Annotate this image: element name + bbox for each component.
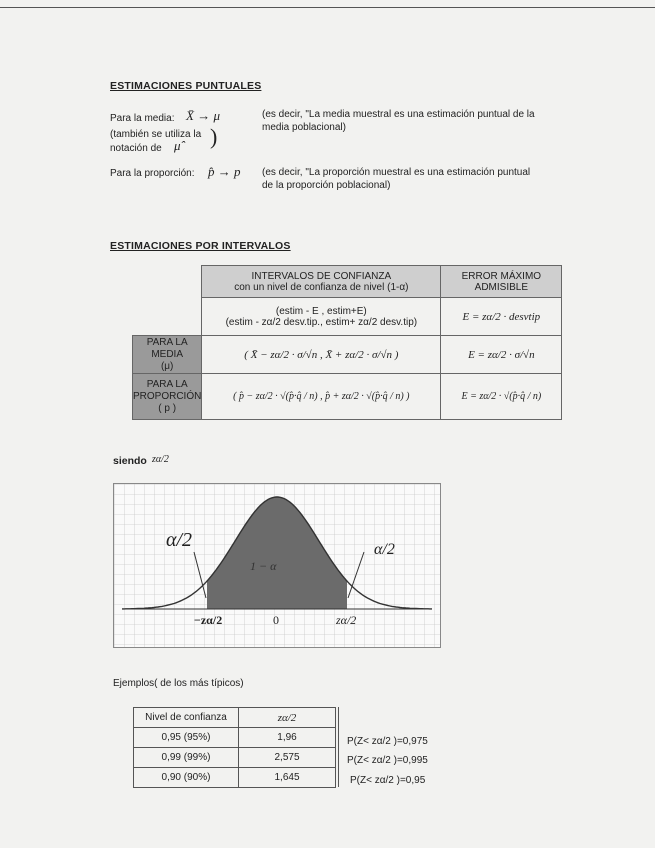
- examples-table: [133, 707, 336, 788]
- media-note-symbol: μ̂: [174, 138, 181, 153]
- prop-formula: p̂ → p: [208, 164, 241, 179]
- media-label: Para la media:: [110, 113, 175, 124]
- row-level: 0,95 (95%): [134, 728, 239, 748]
- table-row: [134, 728, 336, 748]
- row-z: 1,645: [239, 768, 336, 788]
- ci-header: [202, 266, 441, 298]
- examples-heading: Ejemplos( de los más típicos): [113, 678, 244, 689]
- empty-cell: [133, 298, 202, 336]
- row-z: 2,575: [239, 748, 336, 768]
- media-interval: ( X̄ − zα/2 · σ/√n , X̄ + zα/2 · σ/√n ): [202, 336, 441, 374]
- media-note-2: notación de: [110, 143, 162, 154]
- section-heading-intervalos: ESTIMACIONES POR INTERVALOS: [110, 240, 291, 252]
- prop-desc-1: (es decir, "La proporción muestral es una estimación puntual: [262, 167, 531, 178]
- media-note-1: (también se utiliza la: [110, 129, 202, 140]
- prop-desc-2: de la proporción poblacional): [262, 180, 391, 191]
- generic-error: E = zα/2 · desvtip: [441, 298, 562, 336]
- center-area-label: 1 − α: [250, 559, 277, 573]
- empty-corner: [133, 266, 202, 298]
- row-level: 0,90 (90%): [134, 768, 239, 788]
- error-header-line2: ADMISIBLE: [474, 281, 529, 293]
- generic-interval-line2: (estim - zα/2 desv.tip., estim+ zα/2 desv.tip): [225, 316, 418, 328]
- zero-label: 0: [273, 613, 279, 627]
- row-proportion-label: [133, 374, 202, 420]
- normal-curve-svg: [114, 484, 440, 647]
- siendo-symbol: zα/2: [152, 454, 169, 465]
- row-proportion-label-line3: ( p ): [158, 402, 177, 414]
- proportion-interval: ( p̂ − zα/2 · √(p̂·q̂ / n) , p̂ + zα/2 · √(p̂·q̂ / n) ): [202, 374, 441, 420]
- prob-3: P(Z< zα/2 )=0,95: [350, 775, 426, 786]
- media-formula: X̄ → μ: [186, 108, 220, 123]
- left-tail-label: α/2: [166, 529, 193, 551]
- siendo-label: siendo: [113, 455, 147, 467]
- row-proportion-label-line2: PROPORCIÓN: [133, 390, 202, 402]
- media-desc-2: media poblacional): [262, 122, 346, 133]
- confidence-interval-table: [132, 265, 562, 420]
- row-media-label-line1: PARA LA MEDIA: [146, 336, 188, 360]
- bracket-line: [338, 707, 339, 787]
- prob-1: P(Z< zα/2 )=0,975: [347, 736, 428, 747]
- proportion-error: E = zα/2 · √(p̂·q̂ / n): [441, 374, 562, 420]
- media-desc-1: (es decir, "La media muestral es una estimación puntual de la: [262, 109, 535, 120]
- left-z-label: −zα/2: [194, 613, 223, 627]
- error-header-line1: ERROR MÁXIMO: [461, 270, 542, 282]
- row-media-label: [133, 336, 202, 374]
- top-rule: [0, 7, 655, 8]
- col-header-z: zα/2: [239, 708, 336, 728]
- row-proportion-label-line1: PARA LA: [146, 378, 188, 390]
- ci-header-line1: INTERVALOS DE CONFIANZA: [251, 270, 392, 282]
- table-row: [134, 748, 336, 768]
- normal-distribution-graph: [113, 483, 441, 648]
- prop-label: Para la proporción:: [110, 168, 195, 179]
- error-header: [441, 266, 562, 298]
- note-paren-icon: ): [210, 124, 218, 149]
- generic-interval-line1: (estim - E , estim+E): [275, 305, 367, 317]
- row-level: 0,99 (99%): [134, 748, 239, 768]
- row-media-label-line2: (μ): [160, 360, 174, 372]
- section-heading-puntuales: ESTIMACIONES PUNTUALES: [110, 80, 262, 92]
- table-row: [134, 768, 336, 788]
- right-tail-label: α/2: [374, 541, 395, 558]
- ci-header-line2: con un nivel de confianza de nivel (1-α): [234, 281, 409, 293]
- media-error: E = zα/2 · σ/√n: [441, 336, 562, 374]
- col-header-level: Nivel de confianza: [134, 708, 239, 728]
- prob-2: P(Z< zα/2 )=0,995: [347, 755, 428, 766]
- row-z: 1,96: [239, 728, 336, 748]
- generic-interval: [202, 298, 441, 336]
- right-z-label: zα/2: [336, 613, 357, 627]
